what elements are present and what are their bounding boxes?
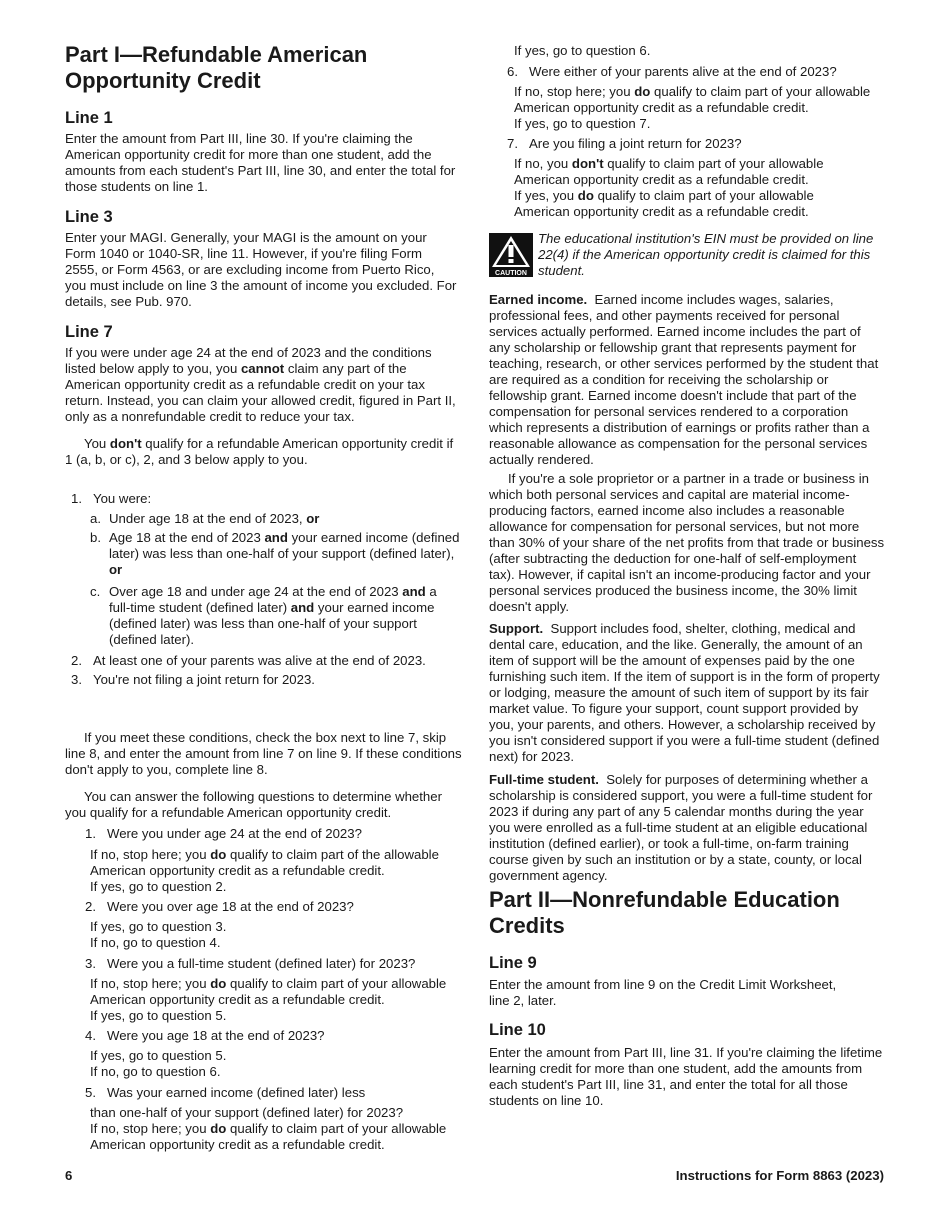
condition-1: 1. You were: <box>71 491 152 506</box>
meet-conditions-paragraph: If you meet these conditions, check the box next to line 7, skip line 8, and enter the amount from line 7 on line 9. If these conditions don't apply to you, complete line 8. <box>65 730 462 777</box>
line7-dont-qualify: You don't qualify for a refundable American opportunity credit if 1 (a, b, or c), 2, and 3 below apply to you. <box>65 436 454 467</box>
earned-income-paragraph: Earned income. Earned income includes wages, salaries, professional fees, and other payments received for personal services actually performed. Earned income includes the part of any scholarship or fellowship grant that represents payment for teaching, research, or other services performed by the student that are required as a condition for receiving the scholarship or fellowship grant. Earned income doesn't include that part of the compensation for personal services rendered to a corporation which represents a distribution of earnings or profits rather than a reasonable allowance as compensation for the personal services actually rendered. <box>489 292 879 467</box>
question-1-text: 1. Were you under age 24 at the end of 2023? <box>85 826 362 841</box>
earned-income-sole-proprietor: If you're a sole proprietor or a partner in a trade or business in which both personal services and capital are material income-producing factors, earned income also includes a reasonable allowance for compensation for personal services, but not more than 30% of your share of the net profits from that trade or business (after subtracting the deduction for one-half of self-employment tax). However, if capital isn't an income-producing factor and your personal services produced the business income, the 30% limit doesn't apply. <box>489 471 885 614</box>
question-3-text: 3. Were you a full-time student (defined later) for 2023? <box>85 956 416 971</box>
question-1 <box>85 826 463 842</box>
full-time-student-paragraph: Full-time student. Solely for purposes of determining whether a scholarship is considered support, you were a full-time student for 2023 if during any part of any 5 calendar months during the year you were enrolled as a full-time student at an eligible educational institution (defined earlier), or took a full-time, on-farm training course given by such an institution or by a state, county, or local government agency. <box>489 772 873 883</box>
question-4-answer-yes: If yes, go to question 5. <box>90 1048 227 1063</box>
answer-questions-paragraph: You can answer the following questions to determine whether you qualify for a refundable American opportunity credit. <box>65 789 442 820</box>
part2-title <box>489 887 840 939</box>
part1-title-line2: Opportunity Credit <box>65 68 261 93</box>
line3-text: Enter your MAGI. Generally, your MAGI is the amount on your Form 1040 or 1040-SR, line 11. However, if you're filing Form 2555, or Form 4563, or are excluding income from Puerto Rico, you must include on line 3 the amount of income you excluded. For details, see Pub. 970. <box>65 230 457 309</box>
question-2-answer-yes: If yes, go to question 3. <box>90 919 227 934</box>
question-4-answer-no: If no, go to question 6. <box>90 1064 221 1079</box>
question-6-text: 6. Were either of your parents alive at the end of 2023? <box>507 64 837 79</box>
question-5-continued: than one-half of your support (defined later) for 2023? <box>90 1105 404 1120</box>
conditions-list <box>71 491 463 507</box>
question-1-answer-yes: If yes, go to question 2. <box>90 879 227 894</box>
question-5-text: 5. Was your earned income (defined later) less <box>85 1085 366 1100</box>
question-3-answer-yes: If yes, go to question 5. <box>90 1008 227 1023</box>
line1-text: Enter the amount from Part III, line 30. If you're claiming the American opportunity credit for more than one student, add the amounts from each student's Part III, line 30, and enter the total for those students on line 1. <box>65 131 456 194</box>
question-5-answer-yes: If yes, go to question 6. <box>514 43 651 58</box>
part1-title <box>65 42 367 94</box>
question-7-text: 7. Are you filing a joint return for 2023? <box>507 136 742 151</box>
condition-1b: b. Age 18 at the end of 2023 and your earned income (defined later) was less than one-half of your support (defined later), or <box>90 530 460 577</box>
question-4-text: 4. Were you age 18 at the end of 2023? <box>85 1028 325 1043</box>
line9-text: Enter the amount from line 9 on the Credit Limit Worksheet, line 2, later. <box>489 977 837 1008</box>
line10-heading: Line 10 <box>489 1021 546 1039</box>
condition-1c: c. Over age 18 and under age 24 at the end of 2023 and a full-time student (defined later) and your earned income (defined later) was less than one-half of your support (defined later). <box>90 584 437 647</box>
form-title-footer: Instructions for Form 8863 (2023) <box>675 1168 884 1183</box>
question-2-answer-no: If no, go to question 4. <box>90 935 221 950</box>
support-paragraph: Support. Support includes food, shelter, clothing, medical and dental care, education, and the like. Generally, the amount of an item of support will be the amount of expenses paid by the one furnishing such item. If the item of support is in the form of property or lodging, measure the amount of such item of support by its fair market value. To figure your support, count support provided by you, your parents, and others. However, a scholarship received by you isn't considered support if you were a full-time student (defined next) for 2023. <box>489 621 880 764</box>
question-6-answer-yes: If yes, go to question 7. <box>514 116 651 131</box>
line7-heading: Line 7 <box>65 323 113 341</box>
question-3-answer-no: If no, stop here; you do qualify to claim part of your allowable American opportunity credit as a refundable credit. <box>90 976 447 1007</box>
question-6-answer-no: If no, stop here; you do qualify to claim part of your allowable American opportunity credit as a refundable credit. <box>514 84 871 115</box>
svg-text:CAUTION: CAUTION <box>495 270 527 277</box>
part1-title-line1: Part I—Refundable American <box>65 42 368 67</box>
line3-heading: Line 3 <box>65 208 113 226</box>
caution-icon <box>489 233 533 277</box>
question-7-answer-no: If no, you don't qualify to claim part of your allowable American opportunity credit as a refundable credit. <box>514 156 824 187</box>
question-2-text: 2. Were you over age 18 at the end of 2023? <box>85 899 354 914</box>
page-number: 6 <box>65 1168 73 1183</box>
condition-2: 2. At least one of your parents was alive at the end of 2023. <box>71 653 426 668</box>
question-1-answer-no: If no, stop here; you do qualify to claim part of the allowable American opportunity credit as a refundable credit. <box>90 847 439 878</box>
line1-heading: Line 1 <box>65 109 113 127</box>
question-7-answer-yes: If yes, you do qualify to claim part of your allowable American opportunity credit as a refundable credit. <box>514 188 814 219</box>
condition-1a: a. Under age 18 at the end of 2023, or <box>90 511 320 526</box>
caution-text: The educational institution's EIN must be provided on line 22(4) if the American opportunity credit is claimed for this student. <box>538 231 874 278</box>
line9-heading: Line 9 <box>489 954 537 972</box>
line7-paragraph: If you were under age 24 at the end of 2023 and the conditions listed below apply to you, you cannot claim any part of the American opportunity credit as a refundable credit on your tax return. Instead, you can claim your allowed credit, figured in Part II, only as a nonrefundable credit to reduce your tax. <box>65 345 456 424</box>
part2-title-line2: Credits <box>489 913 565 938</box>
condition-3: 3. You're not filing a joint return for 2023. <box>71 672 315 687</box>
part2-title-line1: Part II—Nonrefundable Education <box>489 887 840 912</box>
line10-text: Enter the amount from Part III, line 31. If you're claiming the lifetime learning credit for more than one student, add the amounts from each student's Part III, line 31, and enter the total for all those students on line 10. <box>489 1045 883 1108</box>
question-5-answer-no: If no, stop here; you do qualify to claim part of your allowable American opportunity credit as a refundable credit. <box>90 1121 447 1152</box>
